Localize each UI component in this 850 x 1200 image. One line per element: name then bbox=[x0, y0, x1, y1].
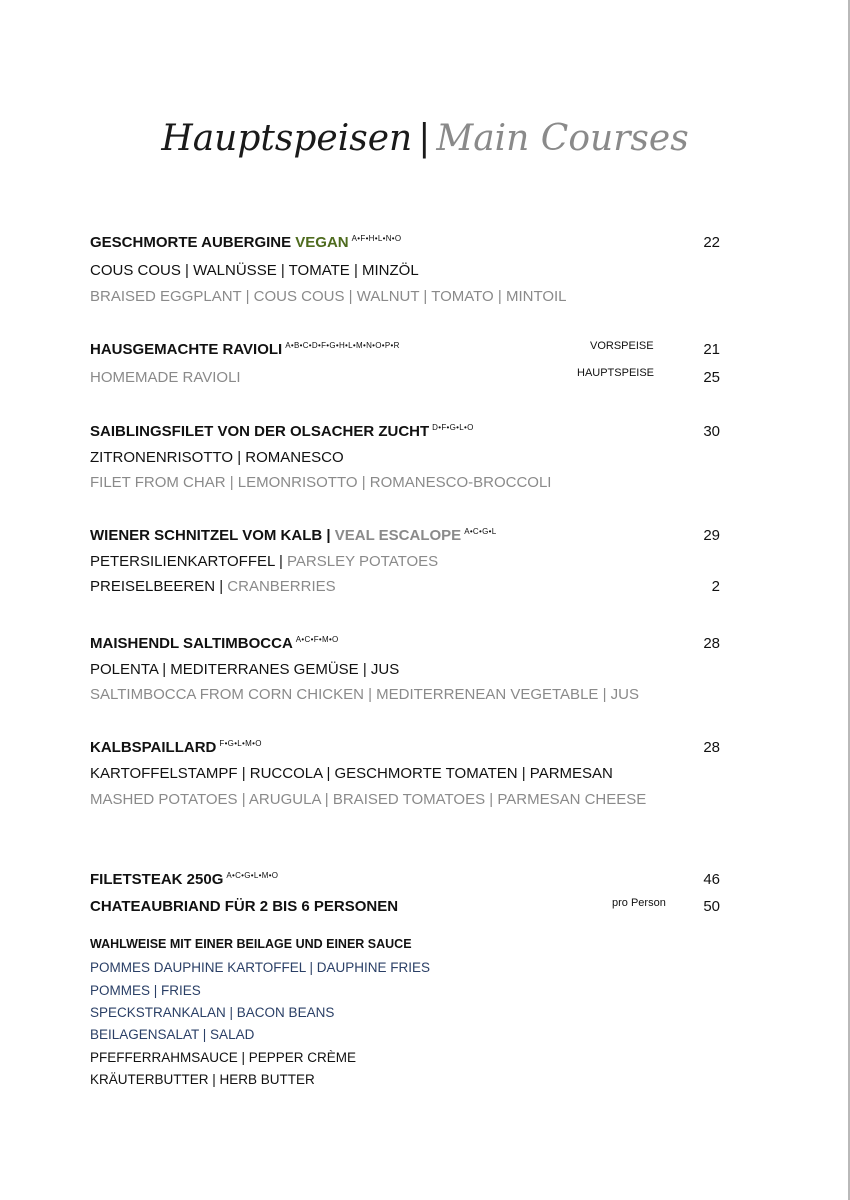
side-item: BEILAGENSALAT | SALAD bbox=[90, 1027, 255, 1042]
title-separator: | bbox=[418, 118, 431, 159]
dish-ravioli-price-main: 25 bbox=[703, 369, 720, 386]
dish-name-english: VEAL ESCALOPE bbox=[334, 527, 462, 544]
label-vorspeise: VORSPEISE bbox=[590, 340, 654, 352]
sauce-item: PFEFFERRAHMSAUCE | PEPPER CRÈME bbox=[90, 1050, 357, 1065]
allergen-codes: A•C•G•L•M•O bbox=[226, 871, 279, 880]
dish-name: MAISHENDL SALTIMBOCCA bbox=[90, 635, 293, 652]
label-hauptspeise: HAUPTSPEISE bbox=[577, 367, 655, 379]
allergen-codes: A•F•H•L•N•O bbox=[351, 234, 402, 243]
allergen-codes: F•G•L•M•O bbox=[219, 739, 262, 748]
side-german: PETERSILIENKARTOFFEL | bbox=[90, 553, 283, 570]
dish-maishendl-desc-de: POLENTA | MEDITERRANES GEMÜSE | JUS bbox=[90, 661, 400, 678]
dish-maishendl-name bbox=[90, 635, 339, 652]
dish-name: GESCHMORTE AUBERGINE bbox=[90, 234, 292, 251]
dish-name: HAUSGEMACHTE RAVIOLI bbox=[90, 341, 283, 358]
dish-aubergine-desc-de: COUS COUS | WALNÜSSE | TOMATE | MINZÖL bbox=[90, 262, 419, 279]
side-item: SPECKSTRANKALAN | BACON BEANS bbox=[90, 1005, 335, 1020]
dish-schnitzel-price: 29 bbox=[703, 527, 720, 544]
dish-saibling-desc-en: FILET FROM CHAR | LEMONRISOTTO | ROMANESCO-BROCCOLI bbox=[90, 474, 552, 491]
allergen-codes: A•C•F•M•O bbox=[295, 635, 339, 644]
dish-name: KALBSPAILLARD bbox=[90, 739, 217, 756]
label-pro-person: pro Person bbox=[612, 897, 666, 909]
dish-chateaubriand-name: CHATEAUBRIAND FÜR 2 BIS 6 PERSONEN bbox=[90, 898, 399, 915]
extra-german: PREISELBEEREN | bbox=[90, 578, 224, 595]
allergen-codes: D•F•G•L•O bbox=[432, 423, 474, 432]
sauce-item: KRÄUTERBUTTER | HERB BUTTER bbox=[90, 1072, 315, 1087]
page-title bbox=[0, 118, 850, 159]
dish-saibling-desc-de: ZITRONENRISOTTO | ROMANESCO bbox=[90, 449, 344, 466]
side-item: POMMES DAUPHINE KARTOFFEL | DAUPHINE FRIES bbox=[90, 960, 431, 975]
dish-name: FILETSTEAK 250G bbox=[90, 871, 224, 888]
dish-ravioli-price-starter: 21 bbox=[703, 341, 720, 358]
dish-schnitzel-name bbox=[90, 527, 496, 544]
allergen-codes: A•C•G•L bbox=[464, 527, 497, 536]
dish-schnitzel-extra-price: 2 bbox=[711, 578, 720, 595]
side-english: PARSLEY POTATOES bbox=[287, 553, 439, 570]
dish-filetsteak-price: 46 bbox=[703, 871, 720, 888]
dish-maishendl-desc-en: SALTIMBOCCA FROM CORN CHICKEN | MEDITERRENEAN VEGETABLE | JUS bbox=[90, 686, 639, 703]
dish-kalbspaillard-desc-en: MASHED POTATOES | ARUGULA | BRAISED TOMATOES | PARMESAN CHEESE bbox=[90, 791, 647, 808]
dish-schnitzel-extra bbox=[90, 578, 336, 595]
title-german: Hauptspeisen bbox=[161, 118, 413, 159]
dish-saibling-price: 30 bbox=[703, 423, 720, 440]
dish-aubergine-price: 22 bbox=[703, 234, 720, 251]
extra-english: CRANBERRIES bbox=[227, 578, 336, 595]
dish-name: SAIBLINGSFILET VON DER OLSACHER ZUCHT bbox=[90, 423, 430, 440]
dish-kalbspaillard-desc-de: KARTOFFELSTAMPF | RUCCOLA | GESCHMORTE TOMATEN | PARMESAN bbox=[90, 765, 613, 782]
dish-schnitzel-side bbox=[90, 553, 438, 570]
dish-ravioli-name bbox=[90, 341, 400, 358]
title-english: Main Courses bbox=[436, 118, 689, 159]
dish-saibling-name bbox=[90, 423, 474, 440]
dish-aubergine-name bbox=[90, 234, 401, 251]
dish-ravioli-desc-en: HOMEMADE RAVIOLI bbox=[90, 369, 241, 386]
side-item: POMMES | FRIES bbox=[90, 983, 201, 998]
dish-aubergine-desc-en: BRAISED EGGPLANT | COUS COUS | WALNUT | TOMATO | MINTOIL bbox=[90, 288, 567, 305]
dish-chateaubriand-price: 50 bbox=[703, 898, 720, 915]
dish-filetsteak-name bbox=[90, 871, 278, 888]
dish-kalbspaillard-price: 28 bbox=[703, 739, 720, 756]
dish-kalbspaillard-name bbox=[90, 739, 262, 756]
allergen-codes: A•B•C•D•F•G•H•L•M•N•O•P•R bbox=[285, 341, 400, 350]
vegan-tag: VEGAN bbox=[295, 234, 349, 251]
sides-note: WAHLWEISE MIT EINER BEILAGE UND EINER SAUCE bbox=[90, 937, 412, 951]
dish-name: WIENER SCHNITZEL VOM KALB | bbox=[90, 527, 331, 544]
dish-maishendl-price: 28 bbox=[703, 635, 720, 652]
